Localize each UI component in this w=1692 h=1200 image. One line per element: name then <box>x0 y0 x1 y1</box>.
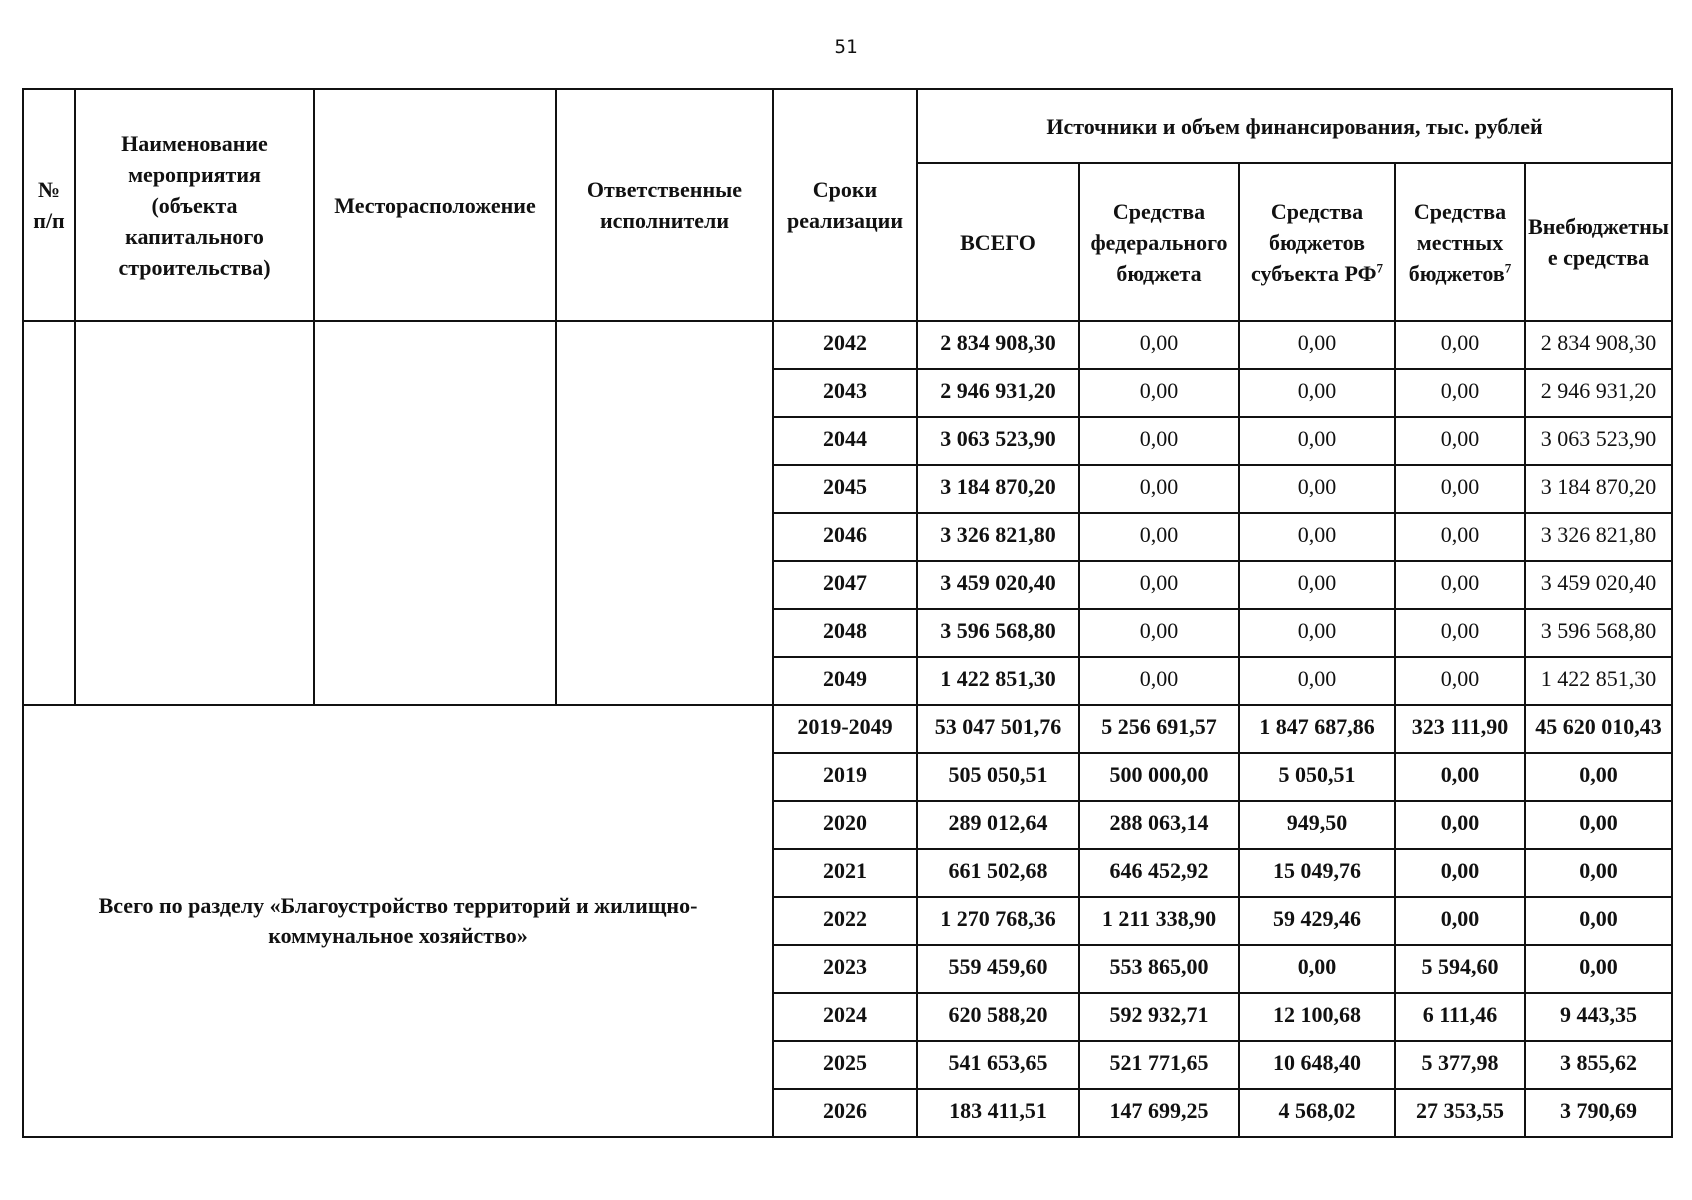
header-subject <box>1239 163 1395 321</box>
header-local <box>1395 163 1525 321</box>
cell-subject: 0,00 <box>1239 609 1395 657</box>
cell-local: 0,00 <box>1395 513 1525 561</box>
cell-subject: 15 049,76 <box>1239 849 1395 897</box>
cell-subject: 0,00 <box>1239 321 1395 369</box>
cell-num <box>23 321 75 705</box>
cell-local: 0,00 <box>1395 465 1525 513</box>
cell-year: 2026 <box>773 1089 917 1137</box>
cell-local: 0,00 <box>1395 561 1525 609</box>
header-local-text: Средства местных бюджетов <box>1408 198 1507 286</box>
cell-local: 6 111,46 <box>1395 993 1525 1041</box>
cell-year: 2019 <box>773 753 917 801</box>
cell-federal: 5 256 691,57 <box>1079 705 1239 753</box>
cell-federal: 646 452,92 <box>1079 849 1239 897</box>
cell-year: 2022 <box>773 897 917 945</box>
header-terms: Сроки реализации <box>773 89 917 321</box>
cell-total: 2 946 931,20 <box>917 369 1079 417</box>
header-location: Месторасположение <box>314 89 556 321</box>
cell-total: 2 834 908,30 <box>917 321 1079 369</box>
cell-offbudget: 9 443,35 <box>1525 993 1672 1041</box>
header-responsible: Ответственные исполнители <box>556 89 773 321</box>
cell-offbudget: 45 620 010,43 <box>1525 705 1672 753</box>
cell-year: 2045 <box>773 465 917 513</box>
cell-local: 0,00 <box>1395 321 1525 369</box>
cell-federal: 0,00 <box>1079 657 1239 705</box>
cell-federal: 0,00 <box>1079 465 1239 513</box>
cell-local: 0,00 <box>1395 657 1525 705</box>
cell-total: 1 270 768,36 <box>917 897 1079 945</box>
cell-subject: 59 429,46 <box>1239 897 1395 945</box>
cell-federal: 553 865,00 <box>1079 945 1239 993</box>
cell-year: 2048 <box>773 609 917 657</box>
cell-offbudget: 3 459 020,40 <box>1525 561 1672 609</box>
cell-offbudget: 3 790,69 <box>1525 1089 1672 1137</box>
cell-total: 505 050,51 <box>917 753 1079 801</box>
cell-federal: 500 000,00 <box>1079 753 1239 801</box>
cell-subject: 12 100,68 <box>1239 993 1395 1041</box>
cell-local: 5 377,98 <box>1395 1041 1525 1089</box>
cell-offbudget: 3 326 821,80 <box>1525 513 1672 561</box>
cell-total: 289 012,64 <box>917 801 1079 849</box>
cell-offbudget: 2 834 908,30 <box>1525 321 1672 369</box>
cell-local: 27 353,55 <box>1395 1089 1525 1137</box>
cell-federal: 0,00 <box>1079 321 1239 369</box>
header-total: ВСЕГО <box>917 163 1079 321</box>
cell-federal: 0,00 <box>1079 561 1239 609</box>
cell-offbudget: 3 596 568,80 <box>1525 609 1672 657</box>
cell-total: 1 422 851,30 <box>917 657 1079 705</box>
cell-offbudget: 3 063 523,90 <box>1525 417 1672 465</box>
cell-local: 0,00 <box>1395 801 1525 849</box>
cell-offbudget: 0,00 <box>1525 849 1672 897</box>
cell-subject: 0,00 <box>1239 369 1395 417</box>
cell-federal: 521 771,65 <box>1079 1041 1239 1089</box>
table-row <box>23 321 1672 369</box>
cell-year: 2047 <box>773 561 917 609</box>
cell-total: 3 459 020,40 <box>917 561 1079 609</box>
cell-offbudget: 0,00 <box>1525 753 1672 801</box>
cell-year: 2019-2049 <box>773 705 917 753</box>
cell-total: 3 184 870,20 <box>917 465 1079 513</box>
cell-subject: 10 648,40 <box>1239 1041 1395 1089</box>
cell-federal: 0,00 <box>1079 369 1239 417</box>
cell-federal: 0,00 <box>1079 609 1239 657</box>
header-name: Наименование мероприятия (объекта капитального строительства) <box>75 89 314 321</box>
cell-total: 620 588,20 <box>917 993 1079 1041</box>
header-subject-text: Средства бюджетов субъекта РФ <box>1251 198 1377 286</box>
cell-offbudget: 3 184 870,20 <box>1525 465 1672 513</box>
cell-year: 2024 <box>773 993 917 1041</box>
cell-total: 541 653,65 <box>917 1041 1079 1089</box>
cell-subject: 0,00 <box>1239 657 1395 705</box>
cell-federal: 592 932,71 <box>1079 993 1239 1041</box>
cell-year: 2046 <box>773 513 917 561</box>
cell-offbudget: 0,00 <box>1525 801 1672 849</box>
cell-year: 2044 <box>773 417 917 465</box>
cell-subject: 1 847 687,86 <box>1239 705 1395 753</box>
footnote-mark: 7 <box>1376 260 1383 276</box>
cell-subject: 0,00 <box>1239 465 1395 513</box>
cell-year: 2023 <box>773 945 917 993</box>
cell-subject: 0,00 <box>1239 417 1395 465</box>
cell-year: 2043 <box>773 369 917 417</box>
cell-total: 3 063 523,90 <box>917 417 1079 465</box>
cell-offbudget: 1 422 851,30 <box>1525 657 1672 705</box>
cell-federal: 147 699,25 <box>1079 1089 1239 1137</box>
cell-local: 323 111,90 <box>1395 705 1525 753</box>
cell-federal: 0,00 <box>1079 513 1239 561</box>
cell-total: 661 502,68 <box>917 849 1079 897</box>
cell-year: 2025 <box>773 1041 917 1089</box>
cell-federal: 288 063,14 <box>1079 801 1239 849</box>
cell-local: 0,00 <box>1395 849 1525 897</box>
cell-subject: 0,00 <box>1239 513 1395 561</box>
cell-offbudget: 3 855,62 <box>1525 1041 1672 1089</box>
cell-offbudget: 2 946 931,20 <box>1525 369 1672 417</box>
cell-local: 0,00 <box>1395 417 1525 465</box>
cell-location <box>314 321 556 705</box>
cell-local: 5 594,60 <box>1395 945 1525 993</box>
cell-federal: 1 211 338,90 <box>1079 897 1239 945</box>
cell-total: 559 459,60 <box>917 945 1079 993</box>
cell-name <box>75 321 314 705</box>
cell-offbudget: 0,00 <box>1525 897 1672 945</box>
cell-year: 2021 <box>773 849 917 897</box>
cell-total: 3 596 568,80 <box>917 609 1079 657</box>
cell-subject: 5 050,51 <box>1239 753 1395 801</box>
cell-local: 0,00 <box>1395 897 1525 945</box>
cell-total: 3 326 821,80 <box>917 513 1079 561</box>
table-row <box>23 705 1672 753</box>
cell-total: 183 411,51 <box>917 1089 1079 1137</box>
cell-federal: 0,00 <box>1079 417 1239 465</box>
header-sources: Источники и объем финансирования, тыс. рублей <box>917 89 1672 163</box>
cell-year: 2049 <box>773 657 917 705</box>
cell-subject: 0,00 <box>1239 945 1395 993</box>
cell-responsible <box>556 321 773 705</box>
header-num: № п/п <box>23 89 75 321</box>
section-total-label: Всего по разделу «Благоустройство территорий и жилищно-коммунальное хозяйство» <box>23 705 773 1137</box>
cell-total: 53 047 501,76 <box>917 705 1079 753</box>
cell-local: 0,00 <box>1395 369 1525 417</box>
cell-local: 0,00 <box>1395 753 1525 801</box>
cell-local: 0,00 <box>1395 609 1525 657</box>
cell-offbudget: 0,00 <box>1525 945 1672 993</box>
header-offbudget: Внебюджетные средства <box>1525 163 1672 321</box>
footnote-mark: 7 <box>1504 260 1512 276</box>
cell-subject: 0,00 <box>1239 561 1395 609</box>
cell-year: 2020 <box>773 801 917 849</box>
cell-subject: 949,50 <box>1239 801 1395 849</box>
cell-subject: 4 568,02 <box>1239 1089 1395 1137</box>
financing-table <box>22 88 1673 1138</box>
cell-year: 2042 <box>773 321 917 369</box>
page-number: 51 <box>834 36 858 58</box>
header-federal: Средства федерального бюджета <box>1079 163 1239 321</box>
